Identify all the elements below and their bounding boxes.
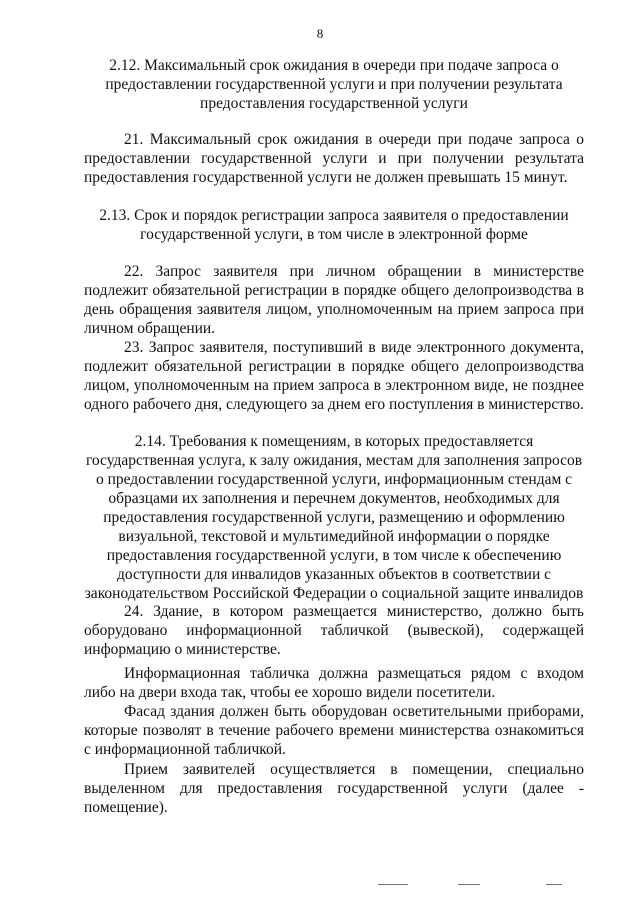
section-heading-2-13: 2.13. Срок и порядок регистрации запроса заявителя о предоставлении государственной услуги, в том числе в электронной форме [99, 207, 569, 243]
paragraph-facade-lighting: Фасад здания должен быть оборудован осветительными приборами, которые позволят в течение рабочего времени министерства ознакомиться с информационной табличкой. [84, 703, 584, 758]
scan-artifact-line [546, 884, 562, 885]
scan-artifact-line [378, 884, 408, 885]
scan-artifact-line [458, 884, 480, 885]
paragraph-reception-room: Прием заявителей осуществляется в помещении, специально выделенном для предоставления государственной услуги (далее - помещение). [84, 761, 584, 816]
paragraph-24: 24. Здание, в котором размещается министерство, должно быть оборудовано информационной табличкой (вывеской), содержащей информацию о министерстве. [84, 603, 584, 658]
section-heading-2-12: 2.12. Максимальный срок ожидания в очереди при подаче запроса о предоставлении государственной услуги и при получении результата предоставления государственной услуги [105, 57, 563, 112]
paragraph-22: 22. Запрос заявителя при личном обращении в министерстве подлежит обязательной регистрации в порядке общего делопроизводства в день обращения заявителя лицом, уполномоченным на прием запроса при личном обращении. [84, 263, 584, 337]
section-heading-2-14: 2.14. Требования к помещениям, в которых предоставляется государственная услуга, к залу ожидания, местам для заполнения запросов о предоставлении государственной услуги, информационным стендам с образцами их заполнения и перечнем документов, необходимых для предоставления государственной услуги, размещению и оформлению визуальной, текстовой и мультимедийной информации о порядке предоставления государственной услуги, в том числе к обеспечению доступности для инвалидов указанных объектов в соответствии с законодательством Российской Федерации о социальной защите инвалидов [84, 433, 584, 602]
paragraph-signboard-placement: Информационная табличка должна размещаться рядом с входом либо на двери входа так, чтобы ее хорошо видели посетители. [84, 665, 584, 701]
paragraph-23: 23. Запрос заявителя, поступивший в виде электронного документа, подлежит обязательной регистрации в порядке общего делопроизводства лицом, уполномоченным на прием запроса в электронном виде, не позднее одного рабочего дня, следующего за днем его поступления в министерство. [84, 339, 584, 413]
page-number: 8 [316, 26, 324, 41]
paragraph-21: 21. Максимальный срок ожидания в очереди при подаче запроса о предоставлении государственной услуги и при получении результата предоставления государственной услуги не должен превышать 15 минут. [84, 131, 584, 186]
